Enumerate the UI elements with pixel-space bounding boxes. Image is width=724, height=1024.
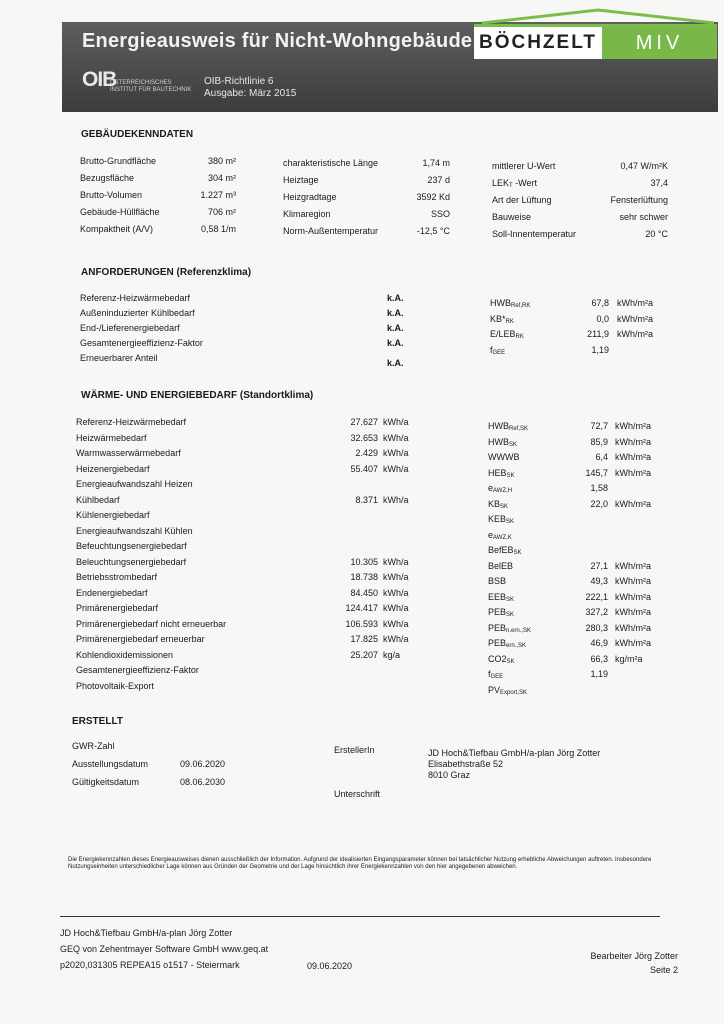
building-label: Kompaktheit (A/V) [80,224,154,234]
symbol-subscript: SK [506,612,515,618]
energy-unit: kWh/m²a [615,452,651,462]
energy-unit: kWh/a [383,603,409,613]
building-value: 380 m² [207,156,236,166]
energy-symbol [488,592,514,603]
oib-institute-line: ÖSTERREICHISCHES [110,80,172,86]
ausstellungsdatum-label: Ausstellungsdatum [72,759,149,769]
energy-symbol [488,654,515,665]
requirement-number: 0,0 [596,313,609,324]
energy-number: 46,9 [590,638,608,648]
building-value: 3592 Kd [416,192,450,202]
symbol-name: PEB [488,622,507,633]
energy-label: Primärenergiebedarf nicht erneuerbar [76,618,227,629]
energy-value: 2.429 [355,448,378,458]
requirement-value: k.A. [387,338,404,348]
energy-unit: kg/a [383,649,401,660]
requirement-unit: kWh/m²a [617,313,653,324]
building-value: 20 °C [645,229,668,239]
ersteller-line: 8010 Graz [428,770,471,780]
symbol-name: e [488,483,494,493]
energy-unit: kWh/m²a [615,607,651,617]
building-label: Gebäude-Hüllfläche [80,207,160,217]
building-label: Klimaregion [283,209,331,219]
gueltigkeitsdatum-value: 08.06.2030 [180,777,226,787]
energy-unit: kWh/a [383,432,409,443]
energy-symbol [488,483,512,494]
requirement-label: End-/Lieferenergiebedarf [80,323,180,333]
symbol-subscript: SK [513,550,522,556]
energy-unit: kg/m²a [615,653,643,664]
symbol-name: e [488,529,494,540]
energy-label: Warmwasserwärmebedarf [76,448,181,458]
symbol-subscript: SK [509,441,518,448]
energy-number: 27,1 [590,560,608,571]
energy-unit: kWh/a [383,634,409,644]
energy-unit: kWh/a [383,572,409,582]
unterschrift-label: Unterschrift [334,789,381,799]
energy-label: Endenergiebedarf [76,587,148,598]
building-value: 1.227 m³ [200,190,236,200]
energy-symbol [488,607,514,618]
symbol-name: KB* [490,313,506,324]
symbol-name: KEB [488,514,507,524]
symbol-name: EEB [488,591,507,602]
symbol-name: PV [488,684,501,695]
building-label [492,161,555,172]
footer-company: JD Hoch&Tiefbau GmbH/a-plan Jörg Zotter [60,928,233,938]
energy-label: Kühlbedarf [76,494,120,505]
energy-symbol [488,421,528,432]
requirement-number: 67,8 [591,298,609,308]
requirement-value: k.A. [387,293,404,303]
energy-label: Energieaufwandszahl Heizen [76,479,193,489]
oib-institute-text [110,80,191,94]
richtlinie: OIB-Richtlinie 6 [204,76,274,87]
requirement-unit: kWh/m²a [617,329,653,339]
energy-unit: kWh/a [383,587,409,598]
requirement-number: 1,19 [591,344,609,355]
requirement-label: Referenz-Heizwärmebedarf [80,293,191,303]
footer-software: GEQ von Zehentmayer Software GmbH www.geq.at [60,944,269,954]
ersteller-label: ErstellerIn [334,745,375,755]
energy-number: 22,0 [590,498,608,509]
symbol-subscript: SK [506,519,515,525]
footer-divider [60,916,660,917]
energy-unit: kWh/m²a [615,560,651,571]
symbol-subscript: Export,SK [500,689,528,696]
requirement-number: 211,9 [587,329,609,339]
energy-unit: kWh/m²a [615,498,651,509]
symbol-subscript: SK [500,503,509,510]
requirement-symbol [490,314,514,325]
energy-number: 85,9 [590,436,608,447]
disclaimer-text: Die Energiekennzahlen dieses Energieausweises dienen ausschließlich der Information. Aufgrund der idealisierten Eingangsparameter können bei tatsächlicher Nutzung erhebliche Abweichungen auftreten. Insbesondere Nutzungseinheiten unterschiedlicher Lage können aus Gründen der Geometrie und der Lage hinsichtlich ihrer Energiekennzahlen von den hier angegebenen abweichen. [68,857,652,870]
symbol-subscript: RK [515,334,524,340]
energy-number: 222,1 [585,591,608,602]
building-label: Norm-Außentemperatur [283,226,379,236]
section-heading-erstellt: ERSTELLT [72,716,123,727]
building-label: Brutto-Grundfläche [80,156,157,166]
gueltigkeitsdatum-label: Gültigkeitsdatum [72,777,140,787]
section-heading-waerme: WÄRME- UND ENERGIEBEDARF (Standortklima) [81,390,314,401]
building-value: 1,74 m [422,158,450,168]
energy-label: Energieaufwandszahl Kühlen [76,525,193,536]
symbol-subscript: GEE [490,674,504,680]
energy-label: Betriebsstrombedarf [76,572,158,582]
ersteller-line: Elisabethstraße 52 [428,759,504,769]
building-value: 0,58 1/m [200,224,236,234]
energy-unit: kWh/a [383,463,409,474]
building-label [492,229,576,240]
energy-value: 25.207 [350,649,378,660]
symbol-name: E/LEB [490,329,516,339]
building-label [492,195,552,206]
footer-page-number: Seite 2 [649,965,678,975]
energy-value: 55.407 [350,463,378,474]
energy-unit: kWh/a [383,556,409,567]
building-value: 304 m² [207,173,236,183]
building-value: sehr schwer [619,212,668,222]
symbol-subscript: ern.,SK [506,643,527,649]
requirement-label: Außeninduzierter Kühlbedarf [80,308,195,318]
symbol-name: f [488,669,491,679]
ausstellungsdatum-value: 09.06.2020 [180,759,226,769]
energy-symbol [488,530,512,541]
energy-label: Kühlenergiebedarf [76,510,150,520]
building-value: 706 m² [207,207,236,217]
symbol-name: LEK [492,178,510,188]
symbol-name: CO2 [488,653,507,664]
energy-symbol [488,561,513,572]
building-label: Heiztage [283,175,319,185]
energy-number: 280,3 [585,622,608,633]
building-value: SSO [430,209,450,219]
energy-label: Primärenergiebedarf [76,603,159,613]
energy-symbol [488,514,514,525]
energy-unit: kWh/m²a [615,421,651,431]
building-value: Fensterlüftung [610,195,668,205]
energy-value: 32.653 [350,432,378,443]
energy-value: 27.627 [350,417,378,427]
energy-symbol [488,623,531,634]
energy-number: 72,7 [590,421,608,431]
energy-unit: kWh/m²a [615,638,651,648]
energy-number: 6,4 [595,452,608,462]
building-label: Heizgradtage [283,192,337,202]
symbol-subscript: AWZ,K [493,534,512,541]
requirement-symbol [490,298,530,309]
symbol-name: BSB [488,576,507,586]
ausgabe: Ausgabe: März 2015 [204,88,297,99]
energy-symbol [488,545,522,556]
ersteller-line: JD Hoch&Tiefbau GmbH/a-plan Jörg Zotter [428,748,601,758]
symbol-name: PEB [488,607,507,617]
energy-unit: kWh/m²a [615,436,651,447]
energy-symbol [488,468,515,479]
symbol-subscript: Ref,RK [511,303,531,309]
energy-symbol [488,685,527,696]
section-heading-anforderungen: ANFORDERUNGEN (Referenzklima) [81,267,252,278]
building-label: Bezugsfläche [80,173,135,183]
oib-logo: OIB [82,68,117,91]
symbol-name: Bauweise [492,212,532,222]
energy-number: 49,3 [590,576,608,586]
symbol-name: HEB [488,467,507,478]
energy-label: Photovoltaik-Export [76,680,155,691]
energy-value: 106.593 [345,618,378,629]
energy-number: 1,19 [590,669,608,679]
energy-unit: kWh/a [383,494,409,505]
energy-unit: kWh/m²a [615,576,651,586]
energy-label: Heizwärmebedarf [76,432,147,443]
requirement-label: Erneuerbarer Anteil [80,353,158,363]
brand-logo [474,24,717,59]
section-heading-gebaeudekenndaten: GEBÄUDEKENNDATEN [81,129,194,140]
energy-unit: kWh/m²a [615,622,651,633]
energy-label: Primärenergiebedarf erneuerbar [76,634,205,644]
requirement-unit: kWh/m²a [617,298,653,308]
symbol-name: Soll-Innentemperatur [492,229,577,239]
symbol-name: HWB [488,421,509,431]
symbol-name: mittlerer U-Wert [492,161,556,171]
building-value: -12,5 °C [416,226,450,236]
energy-number: 145,7 [585,467,608,478]
energy-symbol [488,499,508,510]
gwr-label: GWR-Zahl [72,741,115,751]
symbol-subscript: SK [506,596,515,603]
footer-bearbeiter: Bearbeiter Jörg Zotter [590,951,678,961]
energy-symbol [488,638,526,649]
energy-label: Befeuchtungsenergiebedarf [76,541,187,551]
house-roof-icon [480,8,716,24]
energy-label: Kohlendioxidemissionen [76,649,174,660]
requirement-value: k.A. [387,323,404,333]
footer-code: p2020,031305 REPEA15 o1517 - Steiermark [60,960,240,970]
energy-unit: kWh/m²a [615,467,651,478]
symbol-name: HWB [490,298,511,308]
requirement-symbol [490,329,524,340]
energy-symbol [488,669,503,680]
energy-unit: kWh/a [383,417,409,427]
energy-label: Referenz-Heizwärmebedarf [76,417,187,427]
footer-date: 09.06.2020 [307,961,353,971]
brand-name-left: BÖCHZELT [474,27,602,59]
energy-value: 124.417 [345,603,378,613]
document-title: Energieausweis für Nicht-Wohngebäude [82,30,473,52]
symbol-name: f [490,344,493,355]
energy-number: 327,2 [585,607,608,617]
symbol-name: WWWB [488,452,520,462]
energy-number: 66,3 [590,653,608,664]
ersteller-address [428,748,600,781]
symbol-name: PEB [488,638,507,648]
richtlinie-info [204,76,296,100]
energy-unit: kWh/a [383,448,409,458]
energy-symbol [488,576,506,587]
energy-label: Heizenergiebedarf [76,463,150,474]
building-label [492,178,537,189]
energy-value: 10.305 [350,556,378,567]
symbol-subscript: SK [506,658,515,665]
building-label: Brutto-Volumen [80,190,143,200]
symbol-name: BelEB [488,560,514,571]
building-value: 37,4 [650,178,668,188]
symbol-subscript: GEE [492,349,506,356]
symbol-name: BefEB [488,545,514,555]
energy-value: 18.738 [350,572,378,582]
building-label [492,212,531,223]
energy-unit: kWh/m²a [615,591,651,602]
energy-number: 1,58 [590,483,608,493]
symbol-subscript: AWZ,H [493,488,513,494]
symbol-subscript: SK [506,472,515,479]
building-value: 0,47 W/m²K [620,161,668,171]
energy-label: Beleuchtungsenergiebedarf [76,556,187,567]
symbol-subscript: RK [505,318,514,325]
requirement-symbol [490,345,505,356]
brand-name-right: MIV [602,27,717,59]
symbol-name: Art der Lüftung [492,195,552,205]
energy-label: Gesamtenergieeffizienz-Faktor [76,665,199,675]
oib-institute-line: INSTITUT FÜR BAUTECHNIK [110,87,192,93]
symbol-name: HWB [488,436,509,447]
building-value: 237 d [427,175,450,185]
symbol-name: KB [488,498,501,509]
building-label: charakteristische Länge [283,158,379,168]
energy-unit: kWh/a [383,618,409,629]
energy-symbol [488,437,517,448]
energy-value: 8.371 [355,494,378,505]
energy-value: 17.825 [350,634,378,644]
energy-value: 84.450 [350,587,378,598]
symbol-subscript: T [509,183,513,189]
requirement-label: Gesamtenergieeffizienz-Faktor [80,338,203,348]
requirement-value: k.A. [387,308,404,318]
energy-symbol [488,452,520,463]
requirement-value: k.A. [387,358,404,368]
symbol-suffix: -Wert [512,178,538,188]
symbol-subscript: n.ern.,SK [506,627,532,634]
symbol-subscript: Ref,SK [509,426,529,432]
